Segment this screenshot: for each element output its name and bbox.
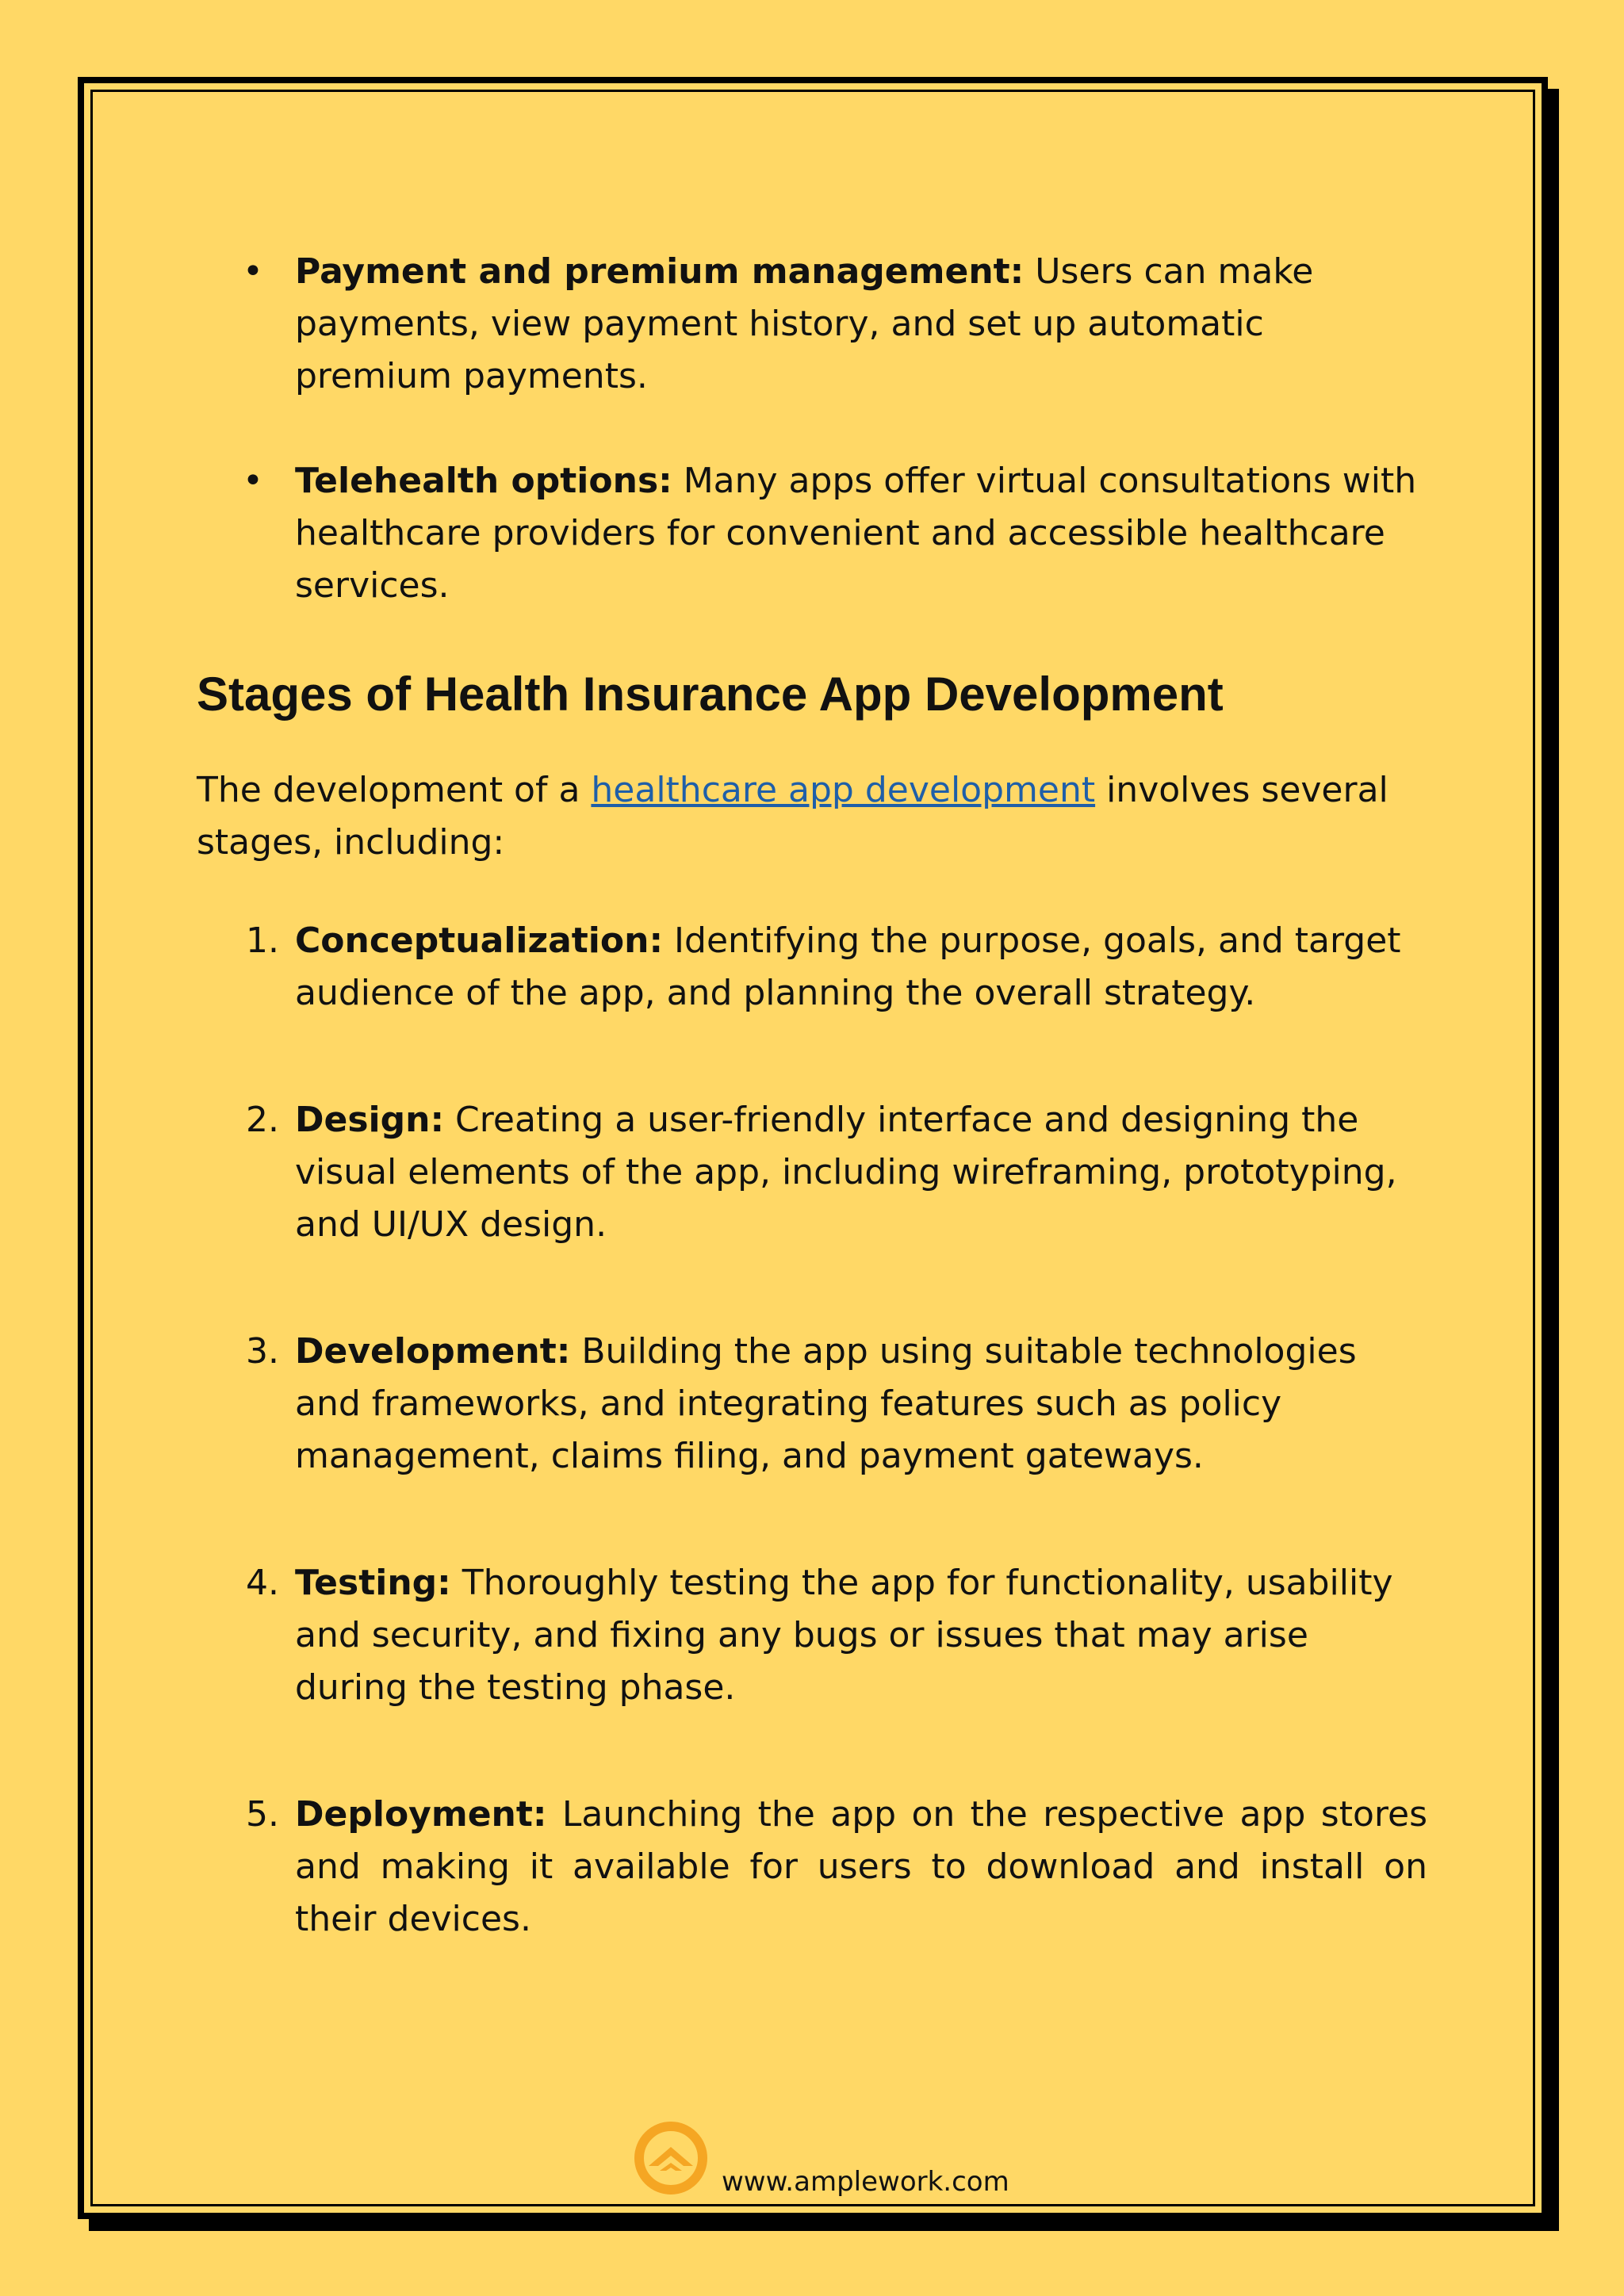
bullet-term: Telehealth options: <box>295 461 672 501</box>
page-footer <box>0 2115 1624 2210</box>
stage-term: Testing: <box>295 1563 451 1603</box>
stage-term: Design: <box>295 1100 445 1140</box>
stage-text: Identifying the purpose, goals, and target audience of the app, and planning the overall strategy. <box>295 920 1401 1013</box>
stage-number: 1. <box>246 920 279 961</box>
stage-text: Launching the app on the respective app stores and making it available for users to download and install on their devices. <box>295 1794 1427 1939</box>
section-heading: Stages of Health Insurance App Development <box>197 668 1224 721</box>
stage-item-development <box>197 1326 1427 1483</box>
bullet-item-payment <box>197 246 1427 403</box>
stage-text: Thoroughly testing the app for functionality, usability and security, and fixing any bugs or issues that may arise during the testing phase. <box>295 1563 1393 1708</box>
bullet-text: Many apps offer virtual consultations with healthcare providers for convenient and accessible healthcare services. <box>295 461 1417 606</box>
stage-number: 2. <box>246 1100 279 1140</box>
section-intro <box>197 764 1427 869</box>
bullet-term: Payment and premium management: <box>295 251 1025 292</box>
healthcare-app-development-link[interactable]: healthcare app development <box>591 770 1096 810</box>
intro-text-after: involves several stages, including: <box>197 770 1388 863</box>
stage-number: 5. <box>246 1794 279 1835</box>
stage-item-deployment <box>197 1789 1427 1946</box>
bullet-text: Users can make payments, view payment history, and set up automatic premium payments. <box>295 251 1314 396</box>
amplework-logo-icon <box>631 2118 710 2198</box>
stage-term: Development: <box>295 1331 571 1372</box>
stage-item-design <box>197 1094 1427 1251</box>
stage-term: Deployment: <box>295 1794 547 1835</box>
stage-item-conceptualization <box>197 915 1427 1020</box>
bullet-dot-icon: • <box>243 461 263 501</box>
stages-list <box>197 915 1427 1946</box>
intro-text-before: The development of a <box>197 770 592 810</box>
stage-number: 4. <box>246 1563 279 1603</box>
bullet-item-telehealth <box>197 455 1427 612</box>
stage-text: Creating a user-friendly interface and designing the visual elements of the app, including wireframing, prototyping, and UI/UX design. <box>295 1100 1397 1245</box>
stage-text: Building the app using suitable technologies and frameworks, and integrating features such as policy management, claims filing, and payment gateways. <box>295 1331 1357 1476</box>
bullet-dot-icon: • <box>243 251 263 292</box>
stage-item-testing <box>197 1557 1427 1714</box>
stage-number: 3. <box>246 1331 279 1372</box>
feature-bullet-list <box>197 246 1427 612</box>
stage-term: Conceptualization: <box>295 920 664 961</box>
footer-website-url[interactable]: www.amplework.com <box>722 2166 1009 2198</box>
document-content <box>197 246 1427 2020</box>
